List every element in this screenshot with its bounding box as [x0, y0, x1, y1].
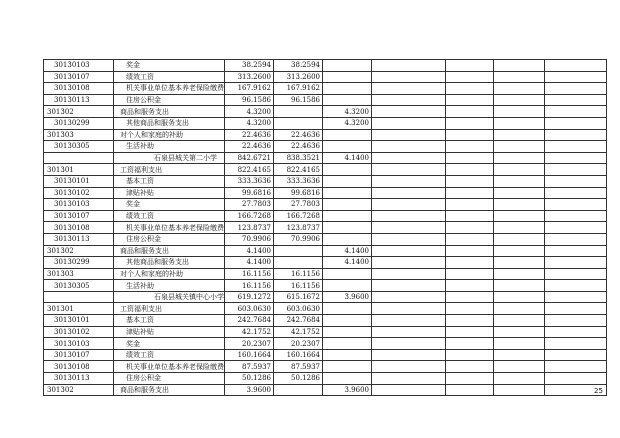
empty-cell [545, 361, 607, 373]
empty-cell [372, 291, 446, 303]
total-cell: 3.9600 [225, 384, 274, 396]
empty-cell [372, 187, 446, 199]
basic-expense-cell: 38.2594 [274, 60, 323, 72]
empty-cell [545, 233, 607, 245]
project-expense-cell: 3.9600 [323, 384, 372, 396]
table-row [44, 291, 607, 303]
total-cell: 333.3636 [225, 175, 274, 187]
empty-cell [446, 222, 494, 234]
item-name-cell: 石泉县城关镇中心小学 [114, 291, 225, 303]
total-cell: 313.2600 [225, 71, 274, 83]
project-expense-cell [323, 361, 372, 373]
item-name-cell: 生活补助 [114, 141, 225, 153]
basic-expense-cell: 50.1286 [274, 373, 323, 385]
empty-cell [446, 315, 494, 327]
table-row [44, 71, 607, 83]
empty-cell [494, 152, 545, 164]
empty-cell [545, 71, 607, 83]
empty-cell [446, 71, 494, 83]
empty-cell [372, 129, 446, 141]
code-cell: 30130305 [44, 141, 114, 153]
project-expense-cell [323, 83, 372, 95]
table-row [44, 384, 607, 396]
item-name-cell: 石泉县城关第二小学 [114, 152, 225, 164]
item-name-cell: 工资福利支出 [114, 303, 225, 315]
total-cell: 22.4636 [225, 141, 274, 153]
code-cell: 30130299 [44, 117, 114, 129]
empty-cell [545, 152, 607, 164]
project-expense-cell [323, 199, 372, 211]
code-cell: 30130113 [44, 94, 114, 106]
empty-cell [446, 384, 494, 396]
project-expense-cell [323, 141, 372, 153]
empty-cell [372, 326, 446, 338]
project-expense-cell [323, 210, 372, 222]
item-name-cell: 奖金 [114, 199, 225, 211]
code-cell: 301301 [44, 164, 114, 176]
empty-cell [446, 141, 494, 153]
code-cell: 301303 [44, 268, 114, 280]
empty-cell [494, 175, 545, 187]
item-name-cell: 津贴补贴 [114, 187, 225, 199]
empty-cell [372, 164, 446, 176]
empty-cell [545, 326, 607, 338]
total-cell: 242.7684 [225, 315, 274, 327]
code-cell: 301302 [44, 384, 114, 396]
empty-cell [446, 210, 494, 222]
empty-cell [545, 106, 607, 118]
empty-cell [494, 268, 545, 280]
table-row [44, 326, 607, 338]
item-name-cell: 机关事业单位基本养老保险缴费 [114, 361, 225, 373]
total-cell: 99.6816 [225, 187, 274, 199]
empty-cell [372, 384, 446, 396]
table-row [44, 60, 607, 72]
table-row [44, 83, 607, 95]
table-row [44, 257, 607, 269]
total-cell: 70.9906 [225, 233, 274, 245]
code-cell: 301302 [44, 245, 114, 257]
total-cell: 16.1156 [225, 280, 274, 292]
empty-cell [446, 117, 494, 129]
empty-cell [494, 303, 545, 315]
basic-expense-cell: 96.1586 [274, 94, 323, 106]
empty-cell [446, 303, 494, 315]
empty-cell [545, 187, 607, 199]
code-cell: 30130102 [44, 187, 114, 199]
project-expense-cell [323, 303, 372, 315]
project-expense-cell: 4.1400 [323, 257, 372, 269]
item-name-cell: 基本工资 [114, 175, 225, 187]
empty-cell [494, 106, 545, 118]
code-cell: 301302 [44, 106, 114, 118]
code-cell: 30130108 [44, 361, 114, 373]
total-cell: 16.1156 [225, 268, 274, 280]
basic-expense-cell: 99.6816 [274, 187, 323, 199]
basic-expense-cell: 20.2307 [274, 338, 323, 350]
empty-cell [446, 175, 494, 187]
table-row [44, 106, 607, 118]
item-name-cell: 商品和服务支出 [114, 384, 225, 396]
basic-expense-cell: 16.1156 [274, 280, 323, 292]
item-name-cell: 机关事业单位基本养老保险缴费 [114, 222, 225, 234]
item-name-cell: 津贴补贴 [114, 326, 225, 338]
empty-cell [446, 152, 494, 164]
item-name-cell: 工资福利支出 [114, 164, 225, 176]
project-expense-cell: 4.1400 [323, 152, 372, 164]
empty-cell [372, 175, 446, 187]
total-cell: 87.5937 [225, 361, 274, 373]
empty-cell [545, 60, 607, 72]
project-expense-cell [323, 60, 372, 72]
empty-cell [372, 257, 446, 269]
basic-expense-cell: 160.1664 [274, 349, 323, 361]
basic-expense-cell: 822.4165 [274, 164, 323, 176]
empty-cell [446, 164, 494, 176]
code-cell: 30130107 [44, 349, 114, 361]
empty-cell [446, 60, 494, 72]
empty-cell [494, 60, 545, 72]
empty-cell [372, 199, 446, 211]
code-cell: 30130299 [44, 257, 114, 269]
empty-cell [494, 164, 545, 176]
basic-expense-cell [274, 257, 323, 269]
table-row [44, 117, 607, 129]
empty-cell [545, 129, 607, 141]
empty-cell [372, 245, 446, 257]
project-expense-cell [323, 280, 372, 292]
basic-expense-cell [274, 117, 323, 129]
code-cell: 301303 [44, 129, 114, 141]
empty-cell [545, 315, 607, 327]
item-name-cell: 住房公积金 [114, 94, 225, 106]
project-expense-cell: 4.3200 [323, 117, 372, 129]
item-name-cell: 对个人和家庭的补助 [114, 268, 225, 280]
empty-cell [545, 373, 607, 385]
basic-expense-cell: 166.7268 [274, 210, 323, 222]
empty-cell [446, 94, 494, 106]
total-cell: 4.3200 [225, 106, 274, 118]
code-cell [44, 291, 114, 303]
empty-cell [372, 233, 446, 245]
empty-cell [545, 83, 607, 95]
empty-cell [494, 326, 545, 338]
table-row [44, 94, 607, 106]
total-cell: 4.1400 [225, 245, 274, 257]
empty-cell [372, 338, 446, 350]
table-row [44, 245, 607, 257]
basic-expense-cell: 22.4636 [274, 141, 323, 153]
empty-cell [446, 268, 494, 280]
empty-cell [372, 71, 446, 83]
empty-cell [494, 349, 545, 361]
project-expense-cell [323, 175, 372, 187]
total-cell: 42.1752 [225, 326, 274, 338]
basic-expense-cell: 603.0630 [274, 303, 323, 315]
table-row [44, 361, 607, 373]
empty-cell [446, 106, 494, 118]
item-name-cell: 住房公积金 [114, 233, 225, 245]
empty-cell [446, 373, 494, 385]
empty-cell [446, 291, 494, 303]
basic-expense-cell: 27.7803 [274, 199, 323, 211]
basic-expense-cell: 22.4636 [274, 129, 323, 141]
empty-cell [494, 245, 545, 257]
project-expense-cell [323, 373, 372, 385]
empty-cell [446, 187, 494, 199]
empty-cell [494, 199, 545, 211]
empty-cell [545, 349, 607, 361]
empty-cell [446, 257, 494, 269]
code-cell: 30130113 [44, 373, 114, 385]
item-name-cell: 其他商品和服务支出 [114, 117, 225, 129]
project-expense-cell [323, 71, 372, 83]
total-cell: 166.7268 [225, 210, 274, 222]
empty-cell [494, 141, 545, 153]
empty-cell [545, 245, 607, 257]
empty-cell [446, 361, 494, 373]
empty-cell [545, 94, 607, 106]
empty-cell [372, 315, 446, 327]
empty-cell [494, 94, 545, 106]
item-name-cell: 绩效工资 [114, 71, 225, 83]
project-expense-cell [323, 222, 372, 234]
total-cell: 96.1586 [225, 94, 274, 106]
table-row [44, 129, 607, 141]
empty-cell [545, 257, 607, 269]
total-cell: 842.6721 [225, 152, 274, 164]
empty-cell [494, 315, 545, 327]
basic-expense-cell: 87.5937 [274, 361, 323, 373]
code-cell: 301301 [44, 303, 114, 315]
table-row [44, 315, 607, 327]
basic-expense-cell: 242.7684 [274, 315, 323, 327]
empty-cell [372, 141, 446, 153]
code-cell: 30130108 [44, 222, 114, 234]
empty-cell [545, 210, 607, 222]
item-name-cell: 商品和服务支出 [114, 245, 225, 257]
project-expense-cell [323, 94, 372, 106]
table-row [44, 141, 607, 153]
empty-cell [494, 280, 545, 292]
project-expense-cell: 3.9600 [323, 291, 372, 303]
project-expense-cell [323, 164, 372, 176]
item-name-cell: 商品和服务支出 [114, 106, 225, 118]
project-expense-cell [323, 129, 372, 141]
total-cell: 27.7803 [225, 199, 274, 211]
table-row [44, 222, 607, 234]
code-cell: 30130101 [44, 175, 114, 187]
empty-cell [545, 199, 607, 211]
table-row [44, 175, 607, 187]
code-cell: 30130108 [44, 83, 114, 95]
table-row [44, 210, 607, 222]
code-cell: 30130101 [44, 315, 114, 327]
code-cell: 30130305 [44, 280, 114, 292]
project-expense-cell [323, 338, 372, 350]
table-row [44, 199, 607, 211]
table-row [44, 280, 607, 292]
empty-cell [494, 222, 545, 234]
empty-cell [446, 326, 494, 338]
page-number: 25 [594, 387, 603, 395]
basic-expense-cell [274, 384, 323, 396]
table-body [44, 60, 607, 396]
empty-cell [372, 361, 446, 373]
empty-cell [545, 222, 607, 234]
basic-expense-cell: 123.8737 [274, 222, 323, 234]
empty-cell [494, 210, 545, 222]
empty-cell [372, 280, 446, 292]
empty-cell [494, 361, 545, 373]
item-name-cell: 生活补助 [114, 280, 225, 292]
item-name-cell: 绩效工资 [114, 349, 225, 361]
total-cell: 123.8737 [225, 222, 274, 234]
empty-cell [545, 303, 607, 315]
table-row [44, 152, 607, 164]
item-name-cell: 奖金 [114, 60, 225, 72]
total-cell: 160.1664 [225, 349, 274, 361]
table-row [44, 338, 607, 350]
empty-cell [494, 83, 545, 95]
empty-cell [372, 268, 446, 280]
item-name-cell: 机关事业单位基本养老保险缴费 [114, 83, 225, 95]
empty-cell [446, 199, 494, 211]
total-cell: 167.9162 [225, 83, 274, 95]
empty-cell [494, 373, 545, 385]
empty-cell [494, 291, 545, 303]
empty-cell [545, 175, 607, 187]
empty-cell [494, 233, 545, 245]
project-expense-cell [323, 315, 372, 327]
empty-cell [545, 141, 607, 153]
code-cell: 30130103 [44, 338, 114, 350]
empty-cell [372, 106, 446, 118]
empty-cell [446, 349, 494, 361]
table-row [44, 164, 607, 176]
total-cell: 4.3200 [225, 117, 274, 129]
empty-cell [372, 83, 446, 95]
empty-cell [545, 280, 607, 292]
empty-cell [372, 210, 446, 222]
empty-cell [446, 280, 494, 292]
project-expense-cell [323, 268, 372, 280]
project-expense-cell: 4.3200 [323, 106, 372, 118]
basic-expense-cell: 70.9906 [274, 233, 323, 245]
code-cell: 30130103 [44, 60, 114, 72]
total-cell: 22.4636 [225, 129, 274, 141]
code-cell: 30130107 [44, 71, 114, 83]
empty-cell [372, 60, 446, 72]
empty-cell [372, 94, 446, 106]
empty-cell [372, 222, 446, 234]
empty-cell [494, 71, 545, 83]
empty-cell [372, 152, 446, 164]
empty-cell [372, 303, 446, 315]
empty-cell [372, 373, 446, 385]
basic-expense-cell: 313.2600 [274, 71, 323, 83]
table-row [44, 187, 607, 199]
total-cell: 603.0630 [225, 303, 274, 315]
item-name-cell: 基本工资 [114, 315, 225, 327]
basic-expense-cell: 16.1156 [274, 268, 323, 280]
code-cell: 30130103 [44, 199, 114, 211]
basic-expense-cell: 615.1672 [274, 291, 323, 303]
item-name-cell: 奖金 [114, 338, 225, 350]
basic-expense-cell [274, 245, 323, 257]
empty-cell [545, 291, 607, 303]
total-cell: 20.2307 [225, 338, 274, 350]
total-cell: 822.4165 [225, 164, 274, 176]
budget-table [43, 59, 607, 396]
table-row [44, 303, 607, 315]
empty-cell [494, 129, 545, 141]
project-expense-cell: 4.1400 [323, 245, 372, 257]
item-name-cell: 其他商品和服务支出 [114, 257, 225, 269]
basic-expense-cell: 167.9162 [274, 83, 323, 95]
table-row [44, 373, 607, 385]
basic-expense-cell: 333.3636 [274, 175, 323, 187]
table-row [44, 268, 607, 280]
empty-cell [372, 117, 446, 129]
empty-cell [446, 129, 494, 141]
project-expense-cell [323, 326, 372, 338]
empty-cell [545, 117, 607, 129]
empty-cell [545, 164, 607, 176]
code-cell: 30130102 [44, 326, 114, 338]
total-cell: 4.1400 [225, 257, 274, 269]
basic-expense-cell [274, 106, 323, 118]
empty-cell [446, 245, 494, 257]
table-row [44, 233, 607, 245]
total-cell: 50.1286 [225, 373, 274, 385]
project-expense-cell [323, 349, 372, 361]
table-row [44, 349, 607, 361]
project-expense-cell [323, 187, 372, 199]
empty-cell [446, 338, 494, 350]
code-cell: 30130107 [44, 210, 114, 222]
basic-expense-cell: 838.3521 [274, 152, 323, 164]
project-expense-cell [323, 233, 372, 245]
total-cell: 38.2594 [225, 60, 274, 72]
code-cell: 30130113 [44, 233, 114, 245]
basic-expense-cell: 42.1752 [274, 326, 323, 338]
code-cell [44, 152, 114, 164]
empty-cell [545, 338, 607, 350]
total-cell: 619.1272 [225, 291, 274, 303]
empty-cell [545, 268, 607, 280]
empty-cell [494, 338, 545, 350]
empty-cell [446, 83, 494, 95]
empty-cell [494, 117, 545, 129]
empty-cell [494, 187, 545, 199]
empty-cell [372, 349, 446, 361]
empty-cell [494, 257, 545, 269]
empty-cell [494, 384, 545, 396]
item-name-cell: 住房公积金 [114, 373, 225, 385]
item-name-cell: 对个人和家庭的补助 [114, 129, 225, 141]
empty-cell [446, 233, 494, 245]
item-name-cell: 绩效工资 [114, 210, 225, 222]
